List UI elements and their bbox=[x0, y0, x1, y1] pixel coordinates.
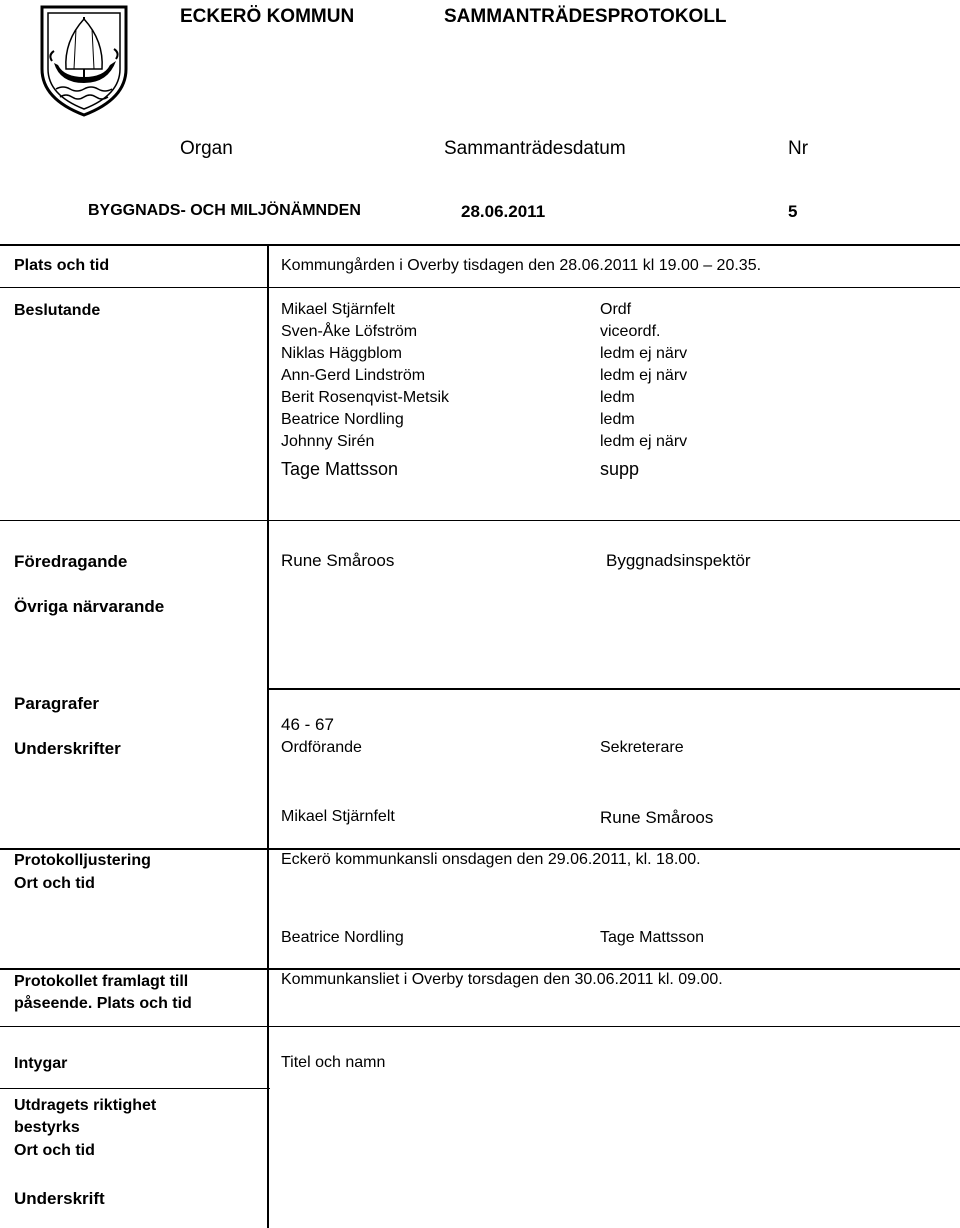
member-role: supp bbox=[600, 459, 640, 479]
paragrafer-label: Paragrafer bbox=[14, 694, 100, 713]
document-type: SAMMANTRÄDESPROTOKOLL bbox=[444, 6, 727, 27]
member-name: Mikael Stjärnfelt bbox=[281, 301, 395, 318]
member-name: Niklas Häggblom bbox=[281, 345, 402, 362]
ordforande-role: Ordförande bbox=[281, 739, 362, 756]
framlagt-value: Kommunkansliet i Overby torsdagen den 30.06.2011 kl. 09.00. bbox=[281, 971, 723, 988]
utdrag-label: Utdragets riktighet bbox=[14, 1097, 157, 1114]
ordforande-name: Mikael Stjärnfelt bbox=[281, 808, 395, 825]
date-label: Sammanträdesdatum bbox=[444, 138, 626, 159]
meeting-date: 28.06.2011 bbox=[461, 202, 546, 221]
underskrifter-label: Underskrifter bbox=[14, 739, 121, 758]
justerare-name: Beatrice Nordling bbox=[281, 929, 404, 946]
row-divider bbox=[0, 287, 960, 288]
intygar-value: Titel och namn bbox=[281, 1054, 386, 1071]
ovriga-label: Övriga närvarande bbox=[14, 597, 165, 616]
member-name: Ann-Gerd Lindström bbox=[281, 367, 426, 384]
row-divider bbox=[0, 520, 960, 521]
protokolljustering-value: Eckerö kommunkansli onsdagen den 29.06.2011, kl. 18.00. bbox=[281, 851, 701, 868]
foredragande-title: Byggnadsinspektör bbox=[606, 551, 751, 570]
intygar-label: Intygar bbox=[14, 1055, 68, 1072]
member-name: Beatrice Nordling bbox=[281, 411, 404, 428]
member-role: ledm bbox=[600, 411, 635, 428]
member-role: ledm bbox=[600, 389, 635, 406]
row-divider bbox=[267, 688, 960, 690]
protokolljustering-ort-label: Ort och tid bbox=[14, 875, 95, 892]
organ-label: Organ bbox=[180, 138, 233, 159]
foredragande-label: Föredragande bbox=[14, 552, 128, 571]
member-role: ledm ej närv bbox=[600, 367, 688, 384]
member-role: ledm ej närv bbox=[600, 345, 688, 362]
protokolljustering-label: Protokolljustering bbox=[14, 852, 151, 869]
framlagt-label: Protokollet framlagt till bbox=[14, 973, 189, 990]
member-role: ledm ej närv bbox=[600, 433, 688, 450]
municipality-coat-of-arms-logo bbox=[38, 3, 130, 119]
row-divider bbox=[0, 968, 960, 970]
row-divider bbox=[0, 848, 960, 850]
plats-value: Kommungården i Overby tisdagen den 28.06.2011 kl 19.00 – 20.35. bbox=[281, 257, 762, 274]
row-divider bbox=[0, 244, 960, 246]
organ-value: BYGGNADS- OCH MILJÖNÄMNDEN bbox=[88, 202, 361, 219]
municipality-name: ECKERÖ KOMMUN bbox=[180, 6, 355, 27]
member-name: Tage Mattsson bbox=[281, 459, 399, 479]
underskrift-label: Underskrift bbox=[14, 1189, 105, 1208]
sekreterare-role: Sekreterare bbox=[600, 739, 684, 756]
member-name: Berit Rosenqvist-Metsik bbox=[281, 389, 450, 406]
column-divider bbox=[267, 244, 269, 1228]
paragrafer-value: 46 - 67 bbox=[281, 715, 334, 734]
justerare-name: Tage Mattsson bbox=[600, 929, 705, 946]
row-divider bbox=[0, 1088, 270, 1089]
foredragande-name: Rune Småroos bbox=[281, 551, 395, 570]
protocol-number: 5 bbox=[788, 202, 798, 221]
utdrag-bestyrks-label: bestyrks bbox=[14, 1119, 80, 1136]
nr-label: Nr bbox=[788, 138, 809, 159]
beslutande-label: Beslutande bbox=[14, 302, 101, 319]
plats-label: Plats och tid bbox=[14, 257, 110, 274]
member-role: Ordf bbox=[600, 301, 632, 318]
member-role: viceordf. bbox=[600, 323, 661, 340]
utdrag-ort-label: Ort och tid bbox=[14, 1142, 95, 1159]
row-divider bbox=[0, 1026, 960, 1027]
sekreterare-name: Rune Småroos bbox=[600, 808, 714, 827]
framlagt-plats-label: påseende. Plats och tid bbox=[14, 995, 192, 1012]
member-name: Johnny Sirén bbox=[281, 433, 375, 450]
member-name: Sven-Åke Löfström bbox=[281, 323, 418, 340]
